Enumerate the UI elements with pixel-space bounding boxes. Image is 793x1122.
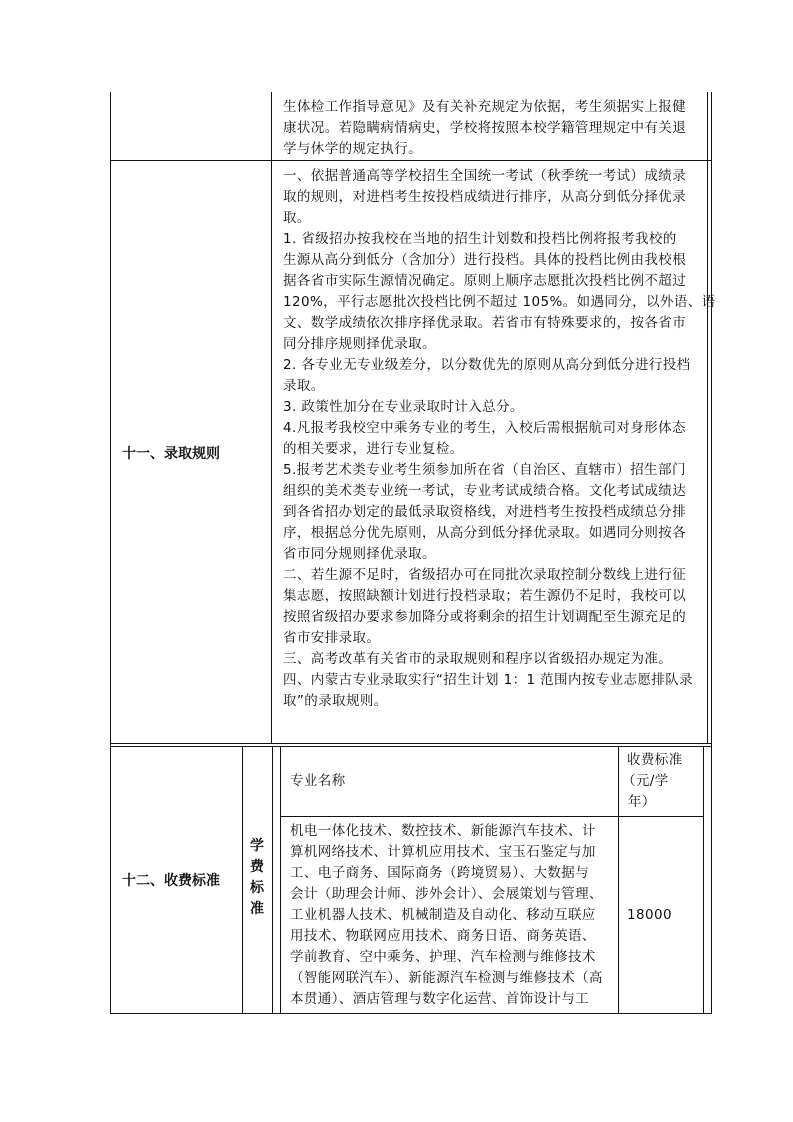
health-line: 学与休学的规定执行。 bbox=[283, 141, 422, 157]
inner-table-right bbox=[703, 746, 704, 1014]
health-line: 康状况。若隐瞒病情病史，学校将按照本校学籍管理规定中有关退 bbox=[283, 120, 687, 136]
admission-line: 120%，平行志愿批次投档比例不超过 105%。如遇同分，以外语、语 bbox=[283, 294, 716, 310]
admission-line: 省市同分规则择优录取。 bbox=[283, 546, 436, 562]
admission-line: 序，根据总分优先原则，从高分到低分择优录取。如遇同分则按各 bbox=[283, 525, 687, 541]
admission-line: 到各省招办划定的最低录取资格线，对进档考生按投档成绩总分排 bbox=[283, 504, 687, 520]
fee-value: 18000 bbox=[627, 907, 672, 923]
inner-table-left bbox=[280, 746, 281, 1014]
admission-line: 文、数学成绩依次排序择优录取。若省市有特殊要求的，按各省市 bbox=[283, 315, 687, 331]
admission-line: 1. 省级招办按我校在当地的招生计划数和投档比例将报考我校的 bbox=[283, 231, 677, 247]
admission-line: 录取。 bbox=[283, 378, 325, 394]
fee-header-line: 收费标准 bbox=[627, 752, 683, 768]
row-divider-admission-double bbox=[110, 746, 712, 747]
admission-line: 生源从高分到低分（含加分）进行投档。具体的投档比例由我校根 bbox=[283, 252, 687, 268]
row-divider-admission bbox=[110, 743, 712, 744]
fee-sublabel-char: 费 bbox=[250, 859, 264, 875]
admission-line: 四、内蒙古专业录取实行“招生计划 1：1 范围内按专业志愿排队录 bbox=[283, 672, 694, 688]
table-border-right bbox=[711, 92, 712, 1014]
admission-line: 取”的录取规则。 bbox=[283, 693, 388, 709]
fee-header-line: 年） bbox=[628, 794, 656, 810]
fee-standards-label: 十二、收费标准 bbox=[122, 873, 220, 889]
health-line: 生体检工作指导意见》及有关补充规定为依据，考生须据实上报健 bbox=[283, 99, 687, 115]
admission-line: 取。 bbox=[283, 210, 311, 226]
admission-line: 的相关要求，进行专业复检。 bbox=[283, 441, 464, 457]
inner-table-header-divider bbox=[280, 816, 704, 817]
majors-line: 用技术、物联网应用技术、商务日语、商务英语、 bbox=[290, 928, 596, 944]
fee-sublabel-left bbox=[242, 746, 243, 1014]
table-border-left bbox=[110, 92, 111, 1014]
admission-line: 取的规则，对进档考生按投档成绩进行排序，从高分到低分择优录 bbox=[283, 189, 687, 205]
fee-sublabel-char: 准 bbox=[250, 901, 264, 917]
table-border-right-inner bbox=[707, 92, 708, 744]
admission-rules-label: 十一、录取规则 bbox=[122, 446, 220, 462]
majors-line: 工业机器人技术、机械制造及自动化、移动互联应 bbox=[290, 907, 596, 923]
majors-line: 算机网络技术、计算机应用技术、宝玉石鉴定与加 bbox=[290, 844, 596, 860]
majors-line: 学前教育、空中乘务、护理、汽车检测与维修技术 bbox=[290, 949, 596, 965]
admission-line: 4.凡报考我校空中乘务专业的考生，入校后需根据航司对身形体态 bbox=[283, 420, 686, 436]
admission-line: 一、依据普通高等学校招生全国统一考试（秋季统一考试）成绩录 bbox=[283, 168, 687, 184]
fee-sublabel-char: 学 bbox=[250, 838, 264, 854]
column-divider bbox=[271, 92, 272, 744]
admission-line: 5.报考艺术类专业考生须参加所在省（自治区、直辖市）招生部门 bbox=[283, 462, 686, 478]
fee-sublabel-right bbox=[272, 746, 273, 1014]
majors-line: 工、电子商务、国际商务（跨境贸易）、大数据与 bbox=[290, 865, 590, 881]
admission-line: 按照省级招办要求参加降分或将剩余的招生计划调配至生源充足的 bbox=[283, 609, 687, 625]
majors-line: 机电一体化技术、数控技术、新能源汽车技术、计 bbox=[290, 823, 596, 839]
admission-line: 组织的美术类专业统一考试，专业考试成绩合格。文化考试成绩达 bbox=[283, 483, 687, 499]
admission-line: 省市安排录取。 bbox=[283, 630, 381, 646]
fee-header-line: （元/学 bbox=[622, 773, 669, 789]
admission-line: 三、高考改革有关省市的录取规则和程序以省级招办规定为准。 bbox=[283, 651, 673, 667]
fee-sublabel-char: 标 bbox=[250, 880, 264, 896]
admission-line: 2. 各专业无专业级差分，以分数优先的原则从高分到低分进行投档 bbox=[283, 357, 691, 373]
admission-line: 3. 政策性加分在专业录取时计入总分。 bbox=[283, 399, 524, 415]
table-border-bottom bbox=[110, 1013, 712, 1014]
majors-line: 会计（助理会计师、涉外会计）、会展策划与管理、 bbox=[290, 886, 603, 902]
majors-line: （智能网联汽车）、新能源汽车检测与维修技术（高 bbox=[290, 970, 603, 986]
admission-line: 集志愿，按照缺额计划进行投档录取；若生源仍不足时，我校可以 bbox=[283, 588, 687, 604]
admission-line: 据各省市实际生源情况确定。原则上顺序志愿批次投档比例不超过 bbox=[283, 273, 687, 289]
admission-line: 同分排序规则择优录取。 bbox=[283, 336, 436, 352]
major-name-header: 专业名称 bbox=[290, 773, 346, 789]
admission-line: 二、若生源不足时，省级招办可在同批次录取控制分数线上进行征 bbox=[283, 567, 687, 583]
majors-line: 本贯通）、酒店管理与数字化运营、首饰设计与工 bbox=[290, 991, 590, 1007]
row-divider-health bbox=[110, 160, 712, 161]
inner-table-fee-col bbox=[618, 746, 619, 1014]
